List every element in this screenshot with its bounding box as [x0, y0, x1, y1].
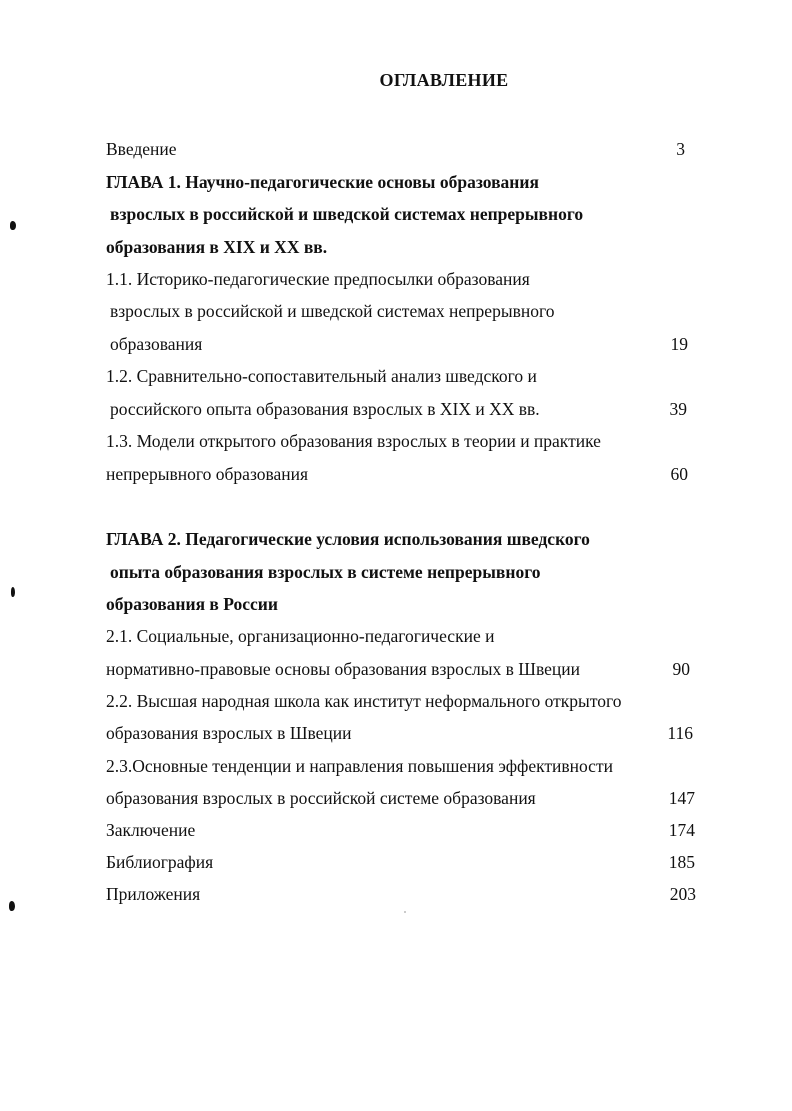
- section-1-1-line-1: 1.1. Историко-педагогические предпосылки образования: [106, 269, 530, 289]
- toc-entry-intro: Введение: [106, 139, 177, 159]
- toc-page-section-1-1: 19: [670, 334, 688, 354]
- section-1-1-line-3: образования: [110, 334, 203, 354]
- chapter-2-heading-line-1: ГЛАВА 2. Педагогические условия использования шведского: [106, 529, 590, 549]
- scan-artifact-mark: [9, 901, 15, 911]
- scan-artifact-mark: [10, 221, 16, 230]
- section-1-3-line-1: 1.3. Модели открытого образования взрослых в теории и практике: [106, 431, 601, 451]
- toc-page-intro: 3: [676, 139, 685, 159]
- toc-entry-bibliography: Библиография: [106, 852, 214, 872]
- chapter-1-heading-line-2: взрослых в российской и шведской системах непрерывного: [110, 204, 584, 224]
- section-1-2-line-1: 1.2. Сравнительно-сопоставительный анализ шведского и: [106, 366, 537, 386]
- scan-artifact-mark: [11, 587, 15, 597]
- toc-page-bibliography: 185: [668, 852, 695, 872]
- scan-speck: [404, 911, 406, 913]
- chapter-2-heading-line-3: образования в России: [106, 594, 278, 614]
- toc-page-appendices: 203: [669, 884, 696, 904]
- toc-page-conclusion: 174: [668, 820, 695, 840]
- section-2-3-line-1: 2.3.Основные тенденции и направления повышения эффективности: [106, 756, 613, 776]
- chapter-2-heading-line-2: опыта образования взрослых в системе непрерывного: [110, 562, 541, 582]
- section-1-1-line-2: взрослых в российской и шведской системах непрерывного: [110, 301, 555, 321]
- section-2-2-line-2: образования взрослых в Швеции: [106, 723, 352, 743]
- toc-entry-conclusion: Заключение: [106, 820, 196, 840]
- toc-page-section-2-1: 90: [672, 659, 690, 679]
- section-2-1-line-2: нормативно-правовые основы образования взрослых в Швеции: [106, 659, 580, 679]
- toc-page-section-2-3: 147: [668, 788, 695, 808]
- section-2-1-line-1: 2.1. Социальные, организационно-педагогические и: [106, 626, 495, 646]
- section-1-2-line-2: российского опыта образования взрослых в XIX и XX вв.: [110, 399, 540, 419]
- chapter-1-heading-line-3: образования в XIX и XX вв.: [106, 237, 328, 257]
- section-2-2-line-1: 2.2. Высшая народная школа как институт неформального открытого: [106, 691, 622, 711]
- toc-page-section-2-2: 116: [667, 723, 693, 743]
- page-title: ОГЛАВЛЕНИЕ: [379, 70, 509, 90]
- toc-page-section-1-3: 60: [670, 464, 688, 484]
- chapter-1-heading-line-1: ГЛАВА 1. Научно-педагогические основы образования: [106, 172, 539, 192]
- section-2-3-line-2: образования взрослых в российской системе образования: [106, 788, 536, 808]
- toc-page-section-1-2: 39: [669, 399, 687, 419]
- toc-entry-appendices: Приложения: [106, 884, 201, 904]
- section-1-3-line-2: непрерывного образования: [106, 464, 309, 484]
